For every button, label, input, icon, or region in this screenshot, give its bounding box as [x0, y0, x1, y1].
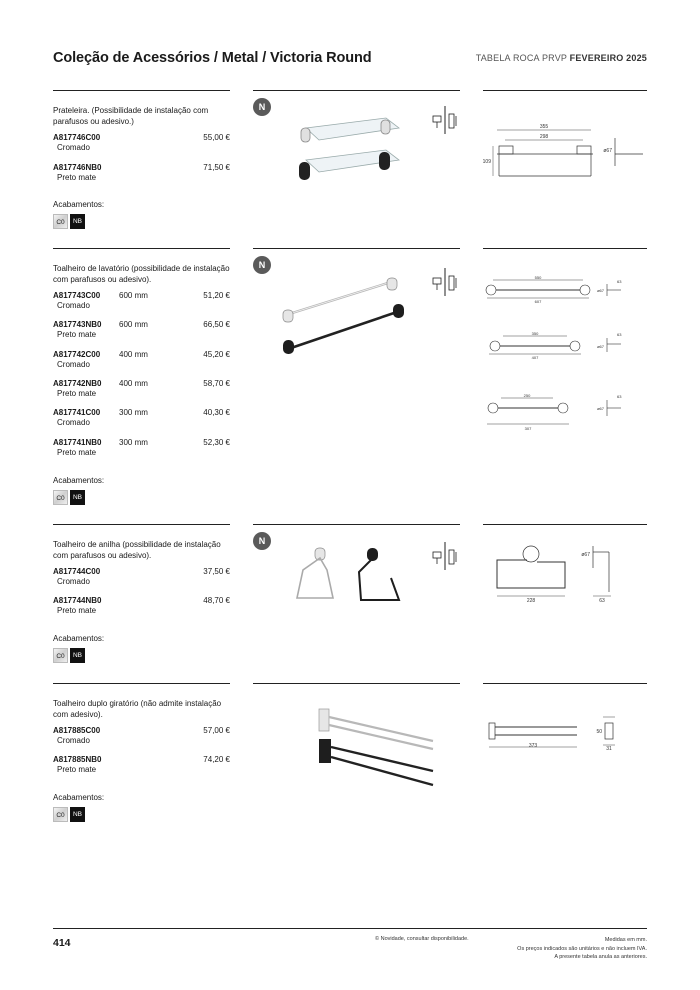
novelty-note-text: Novidade, consultar disponibilidade.	[380, 936, 469, 942]
dimension-label: 307	[524, 426, 532, 431]
finish-name: Preto mate	[57, 173, 97, 182]
product-row	[53, 726, 230, 748]
finishes-label: Acabamentos:	[53, 200, 105, 209]
footer-divider	[53, 928, 647, 929]
dimension-label: 63	[617, 394, 622, 399]
section-divider	[483, 683, 647, 684]
footer-notes	[517, 936, 647, 962]
novelty-note	[375, 936, 469, 942]
catalog-name: TABELA ROCA PRVP	[475, 53, 567, 63]
product-size: 300 mm	[119, 438, 148, 447]
product-code: A817746C00	[53, 133, 101, 142]
finish-name: Preto mate	[57, 606, 97, 615]
product-code: A817885NB0	[53, 755, 102, 764]
dimension-label: 350	[531, 331, 539, 336]
product-size: 400 mm	[119, 350, 148, 359]
section-divider	[253, 683, 460, 684]
section-divider	[253, 90, 460, 91]
footer-note-line: Os preços indicados são unitários e não incluem IVA.	[517, 945, 647, 952]
finishes-label: Acabamentos:	[53, 793, 105, 802]
product-code: A817743NB0	[53, 320, 102, 329]
swatch-matte-black: NB	[70, 648, 85, 663]
swatch-chrome: C0	[53, 490, 68, 505]
swatch-matte-black: NB	[70, 807, 85, 822]
dimension-label: 50	[596, 729, 602, 735]
product-row	[53, 133, 230, 155]
product-row	[53, 163, 230, 185]
product-description: Toalheiro de anilha (possibilidade de instalação com parafusos ou adesivo).	[53, 540, 221, 560]
product-code: A817885C00	[53, 726, 101, 735]
section-divider	[483, 524, 647, 525]
dimension-label: 31	[606, 746, 612, 752]
dimension-label: 109	[482, 159, 491, 165]
footer-note-line: A presente tabela anula as anteriores.	[554, 954, 647, 960]
product-code: A817742C00	[53, 350, 101, 359]
section-divider	[253, 248, 460, 249]
dimension-label: 63	[617, 332, 622, 337]
product-price: 58,70 €	[203, 379, 230, 388]
product-code: A817741NB0	[53, 438, 102, 447]
product-row	[53, 596, 230, 618]
section-divider	[253, 524, 460, 525]
product-description: Toalheiro de lavatório (possibilidade de instalação com parafusos ou adesivo).	[53, 264, 230, 284]
mounting-screws-adhesive-icon	[430, 542, 460, 570]
product-size: 300 mm	[119, 408, 148, 417]
product-section-shelf	[53, 90, 647, 240]
product-row	[53, 379, 230, 401]
catalog-edition-date: FEVEREIRO 2025	[569, 53, 647, 63]
dimension-label: 298	[539, 134, 549, 140]
swatch-matte-black: NB	[70, 214, 85, 229]
finish-name: Cromado	[57, 143, 90, 152]
finish-name: Cromado	[57, 577, 90, 586]
product-row	[53, 408, 230, 430]
section-divider	[53, 90, 230, 91]
dimension-label: 373	[528, 743, 538, 749]
swatch-chrome: C0	[53, 807, 68, 822]
finish-name: Cromado	[57, 360, 90, 369]
product-code: A817744NB0	[53, 596, 102, 605]
dimension-label: 228	[526, 598, 536, 604]
product-section-swivel-towel-bar	[53, 683, 647, 833]
finish-name: Preto mate	[57, 448, 97, 457]
product-price: 48,70 €	[203, 596, 230, 605]
dimension-label: 407	[531, 355, 539, 360]
dimension-label: ø67	[597, 344, 604, 349]
product-code: A817746NB0	[53, 163, 102, 172]
product-code: A817742NB0	[53, 379, 102, 388]
product-price: 57,00 €	[203, 726, 230, 735]
finishes-label: Acabamentos:	[53, 476, 105, 485]
copyright-symbol-icon: ©	[375, 936, 380, 942]
dimension-label: ø67	[603, 148, 612, 154]
swatch-chrome: C0	[53, 648, 68, 663]
swivel-towel-bar-product-image	[315, 705, 439, 793]
page-title: Coleção de Acessórios / Metal / Victoria Round	[53, 50, 372, 66]
page-header	[53, 50, 647, 74]
finishes-label: Acabamentos:	[53, 634, 105, 643]
dimension-label: 550	[534, 275, 542, 280]
novelty-badge: N	[253, 256, 271, 274]
product-price: 71,50 €	[203, 163, 230, 172]
towel-rail-technical-drawings	[483, 274, 647, 434]
product-size: 600 mm	[119, 320, 148, 329]
finish-name: Preto mate	[57, 389, 97, 398]
product-row	[53, 350, 230, 372]
product-row	[53, 291, 230, 313]
product-price: 40,30 €	[203, 408, 230, 417]
towel-rail-product-image	[279, 272, 411, 356]
novelty-badge: N	[253, 532, 271, 550]
product-code: A817744C00	[53, 567, 101, 576]
shelf-product-image	[291, 108, 411, 188]
shelf-technical-drawing	[482, 118, 647, 188]
section-divider	[53, 248, 230, 249]
dimension-label: 607	[534, 299, 542, 304]
dimension-label: ø67	[597, 406, 604, 411]
dimension-label: 250	[523, 393, 531, 398]
finish-name: Cromado	[57, 418, 90, 427]
dimension-label: 63	[599, 598, 605, 604]
section-divider	[483, 248, 647, 249]
swivel-towel-bar-technical-drawing	[487, 717, 647, 759]
product-section-towel-ring	[53, 524, 647, 674]
novelty-badge: N	[253, 98, 271, 116]
product-size: 400 mm	[119, 379, 148, 388]
section-divider	[53, 683, 230, 684]
finish-name: Cromado	[57, 736, 90, 745]
product-price: 55,00 €	[203, 133, 230, 142]
dimension-label: 355	[539, 124, 549, 130]
footer-note-line: Medidas em mm.	[604, 937, 647, 943]
product-size: 600 mm	[119, 291, 148, 300]
product-price: 52,30 €	[203, 438, 230, 447]
page-footer	[53, 928, 647, 968]
finish-name: Preto mate	[57, 330, 97, 339]
product-row	[53, 755, 230, 777]
page-number: 414	[53, 937, 71, 949]
towel-ring-technical-drawing	[489, 544, 647, 606]
product-description: Prateleira. (Possibilidade de instalação com parafusos ou adesivo.)	[53, 106, 209, 126]
mounting-screws-adhesive-icon	[430, 106, 460, 134]
product-row	[53, 438, 230, 460]
product-section-towel-rail	[53, 248, 647, 518]
product-code: A817741C00	[53, 408, 101, 417]
section-divider	[483, 90, 647, 91]
product-price: 74,20 €	[203, 755, 230, 764]
product-price: 37,50 €	[203, 567, 230, 576]
product-price: 51,20 €	[203, 291, 230, 300]
product-row	[53, 567, 230, 589]
finish-name: Preto mate	[57, 765, 97, 774]
product-row	[53, 320, 230, 342]
dimension-label: ø67	[597, 288, 604, 293]
product-code: A817743C00	[53, 291, 101, 300]
swatch-chrome: C0	[53, 214, 68, 229]
mounting-screws-adhesive-icon	[430, 268, 460, 296]
towel-ring-product-image	[293, 542, 413, 622]
finish-name: Cromado	[57, 301, 90, 310]
product-description: Toalheiro duplo giratório (não admite instalação com adesivo).	[53, 699, 222, 719]
catalog-edition	[476, 53, 647, 63]
dimension-label: 63	[617, 279, 622, 284]
section-divider	[53, 524, 230, 525]
dimension-label: ø67	[581, 552, 590, 558]
swatch-matte-black: NB	[70, 490, 85, 505]
product-price: 66,50 €	[203, 320, 230, 329]
product-price: 45,20 €	[203, 350, 230, 359]
